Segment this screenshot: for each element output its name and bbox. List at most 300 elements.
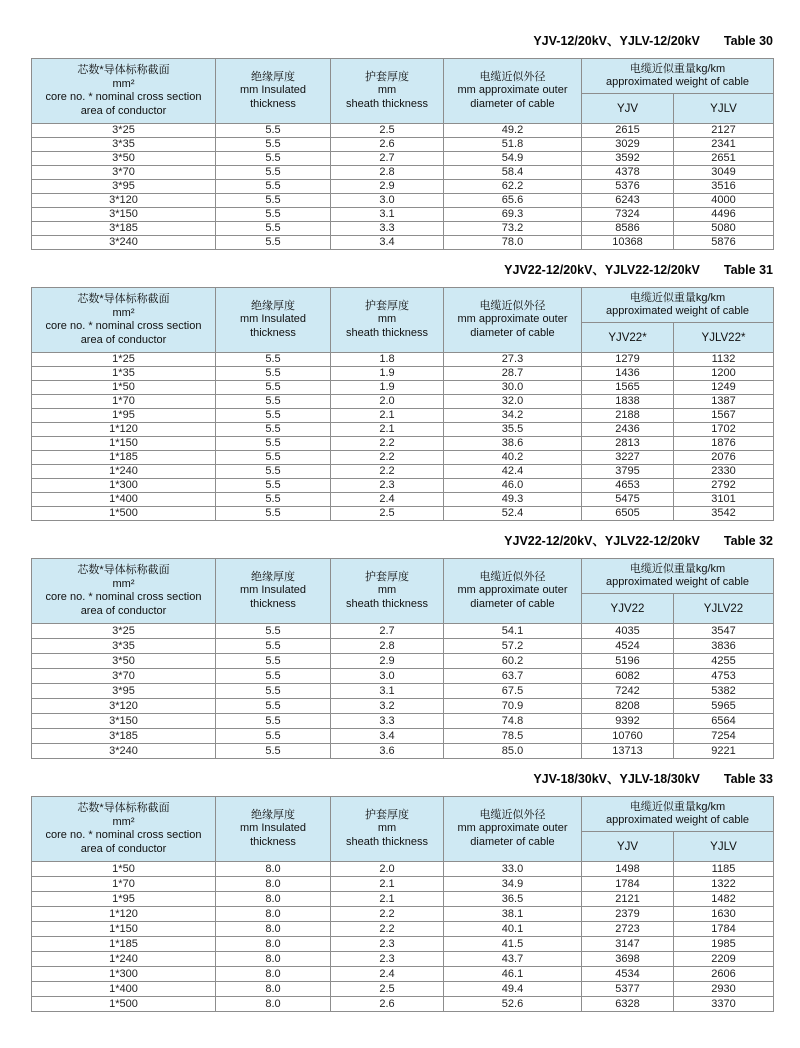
table-cell: 49.3 bbox=[444, 493, 582, 507]
table-cell: 1985 bbox=[674, 937, 774, 952]
table-cell: 1200 bbox=[674, 367, 774, 381]
cable-spec-table bbox=[31, 558, 774, 759]
table-cell: 2.5 bbox=[331, 507, 444, 521]
table-cell: 3542 bbox=[674, 507, 774, 521]
table-cell: 2.1 bbox=[331, 409, 444, 423]
table-row bbox=[32, 381, 774, 395]
table-cell: 2.9 bbox=[331, 180, 444, 194]
table-cell: 32.0 bbox=[444, 395, 582, 409]
table-cell: 6328 bbox=[582, 997, 674, 1012]
table-row bbox=[32, 684, 774, 699]
table-cell: 78.5 bbox=[444, 729, 582, 744]
table-cell: 3.2 bbox=[331, 699, 444, 714]
table-title bbox=[31, 772, 773, 786]
table-cell: 5376 bbox=[582, 180, 674, 194]
table-cell: 3*240 bbox=[32, 236, 216, 250]
table-cell: 49.4 bbox=[444, 982, 582, 997]
table-cell: 85.0 bbox=[444, 744, 582, 759]
table-cell: 8.0 bbox=[216, 997, 331, 1012]
table-cell: 5.5 bbox=[216, 714, 331, 729]
table-cell: 62.2 bbox=[444, 180, 582, 194]
table-row bbox=[32, 937, 774, 952]
table-cell: 1*500 bbox=[32, 507, 216, 521]
table-cell: 3370 bbox=[674, 997, 774, 1012]
table-cell: 3516 bbox=[674, 180, 774, 194]
table-cell: 5.5 bbox=[216, 395, 331, 409]
table-cell: 60.2 bbox=[444, 654, 582, 669]
table-cell: 2.9 bbox=[331, 654, 444, 669]
header-core-section: 芯数*导体标称截面 mm² core no. * nominal cross section area of conductor bbox=[32, 797, 216, 862]
table-cell: 2.3 bbox=[331, 952, 444, 967]
table-cell: 2.4 bbox=[331, 493, 444, 507]
table-title-number: Table 30 bbox=[723, 34, 773, 48]
header-insulation-thickness: 绝缘厚度 mm Insulated thickness bbox=[216, 559, 331, 624]
table-cell: 42.4 bbox=[444, 465, 582, 479]
table-cell: 2341 bbox=[674, 138, 774, 152]
table-section-32 bbox=[31, 534, 773, 759]
table-cell: 1132 bbox=[674, 353, 774, 367]
table-cell: 51.8 bbox=[444, 138, 582, 152]
header-core-section: 芯数*导体标称截面 mm² core no. * nominal cross section area of conductor bbox=[32, 59, 216, 124]
table-row bbox=[32, 395, 774, 409]
table-cell: 3*70 bbox=[32, 166, 216, 180]
table-row bbox=[32, 507, 774, 521]
header-sheath-thickness: 护套厚度 mm sheath thickness bbox=[331, 59, 444, 124]
table-cell: 5.5 bbox=[216, 744, 331, 759]
table-cell: 1*70 bbox=[32, 877, 216, 892]
table-cell: 46.0 bbox=[444, 479, 582, 493]
cable-spec-table bbox=[31, 287, 774, 521]
header-core-section: 芯数*导体标称截面 mm² core no. * nominal cross section area of conductor bbox=[32, 288, 216, 353]
table-cell: 2436 bbox=[582, 423, 674, 437]
table-row bbox=[32, 423, 774, 437]
table-cell: 5.5 bbox=[216, 367, 331, 381]
table-cell: 3.0 bbox=[331, 194, 444, 208]
table-cell: 13713 bbox=[582, 744, 674, 759]
table-cell: 1*185 bbox=[32, 937, 216, 952]
table-cell: 2188 bbox=[582, 409, 674, 423]
table-cell: 46.1 bbox=[444, 967, 582, 982]
table-cell: 8586 bbox=[582, 222, 674, 236]
table-cell: 65.6 bbox=[444, 194, 582, 208]
table-cell: 3592 bbox=[582, 152, 674, 166]
table-row bbox=[32, 907, 774, 922]
table-cell: 3101 bbox=[674, 493, 774, 507]
table-cell: 5.5 bbox=[216, 180, 331, 194]
table-cell: 1630 bbox=[674, 907, 774, 922]
table-cell: 6564 bbox=[674, 714, 774, 729]
table-cell: 2.1 bbox=[331, 892, 444, 907]
table-cell: 1185 bbox=[674, 862, 774, 877]
table-cell: 3*35 bbox=[32, 639, 216, 654]
table-row bbox=[32, 451, 774, 465]
header-outer-diameter: 电缆近似外径 mm approximate outer diameter of cable bbox=[444, 59, 582, 124]
table-cell: 2.3 bbox=[331, 479, 444, 493]
table-cell: 1*120 bbox=[32, 423, 216, 437]
table-cell: 10368 bbox=[582, 236, 674, 250]
table-row bbox=[32, 952, 774, 967]
table-cell: 2723 bbox=[582, 922, 674, 937]
table-cell: 2121 bbox=[582, 892, 674, 907]
cable-spec-table bbox=[31, 796, 774, 1012]
table-title-number: Table 31 bbox=[723, 263, 773, 277]
header-outer-diameter: 电缆近似外径 mm approximate outer diameter of cable bbox=[444, 559, 582, 624]
table-cell: 8.0 bbox=[216, 922, 331, 937]
table-cell: 9221 bbox=[674, 744, 774, 759]
table-cell: 2930 bbox=[674, 982, 774, 997]
table-cell: 2.2 bbox=[331, 907, 444, 922]
header-core-section: 芯数*导体标称截面 mm² core no. * nominal cross section area of conductor bbox=[32, 559, 216, 624]
table-cell: 2606 bbox=[674, 967, 774, 982]
table-cell: 3795 bbox=[582, 465, 674, 479]
header-weight-group: 电缆近似重量kg/km approximated weight of cable bbox=[582, 288, 774, 323]
table-cell: 2.2 bbox=[331, 922, 444, 937]
table-cell: 67.5 bbox=[444, 684, 582, 699]
table-cell: 9392 bbox=[582, 714, 674, 729]
table-title-number: Table 33 bbox=[723, 772, 773, 786]
table-cell: 36.5 bbox=[444, 892, 582, 907]
table-cell: 54.9 bbox=[444, 152, 582, 166]
table-cell: 3*150 bbox=[32, 714, 216, 729]
table-cell: 3.1 bbox=[331, 208, 444, 222]
table-cell: 40.1 bbox=[444, 922, 582, 937]
table-cell: 5.5 bbox=[216, 699, 331, 714]
table-cell: 1567 bbox=[674, 409, 774, 423]
table-cell: 1*95 bbox=[32, 409, 216, 423]
table-cell: 27.3 bbox=[444, 353, 582, 367]
table-cell: 5.5 bbox=[216, 669, 331, 684]
table-row bbox=[32, 353, 774, 367]
table-cell: 5.5 bbox=[216, 222, 331, 236]
table-cell: 52.4 bbox=[444, 507, 582, 521]
table-cell: 1*500 bbox=[32, 997, 216, 1012]
table-row bbox=[32, 862, 774, 877]
table-cell: 2127 bbox=[674, 124, 774, 138]
table-row bbox=[32, 967, 774, 982]
table-cell: 1*150 bbox=[32, 922, 216, 937]
table-cell: 3*50 bbox=[32, 152, 216, 166]
table-cell: 1*150 bbox=[32, 437, 216, 451]
table-cell: 2.7 bbox=[331, 624, 444, 639]
table-cell: 5.5 bbox=[216, 353, 331, 367]
table-row bbox=[32, 982, 774, 997]
table-body bbox=[32, 862, 774, 1012]
table-cell: 58.4 bbox=[444, 166, 582, 180]
table-cell: 5.5 bbox=[216, 124, 331, 138]
table-cell: 5.5 bbox=[216, 479, 331, 493]
table-cell: 2.2 bbox=[331, 465, 444, 479]
table-cell: 1*240 bbox=[32, 952, 216, 967]
table-cell: 2379 bbox=[582, 907, 674, 922]
table-cell: 49.2 bbox=[444, 124, 582, 138]
table-cell: 2.0 bbox=[331, 395, 444, 409]
table-body bbox=[32, 624, 774, 759]
table-cell: 33.0 bbox=[444, 862, 582, 877]
table-cell: 5377 bbox=[582, 982, 674, 997]
table-cell: 57.2 bbox=[444, 639, 582, 654]
table-cell: 5.5 bbox=[216, 437, 331, 451]
table-cell: 1249 bbox=[674, 381, 774, 395]
table-cell: 5.5 bbox=[216, 138, 331, 152]
table-cell: 4524 bbox=[582, 639, 674, 654]
table-cell: 1*70 bbox=[32, 395, 216, 409]
table-row bbox=[32, 236, 774, 250]
table-row bbox=[32, 194, 774, 208]
table-cell: 1*25 bbox=[32, 353, 216, 367]
table-cell: 8.0 bbox=[216, 862, 331, 877]
table-cell: 1436 bbox=[582, 367, 674, 381]
table-cell: 4035 bbox=[582, 624, 674, 639]
table-cell: 3147 bbox=[582, 937, 674, 952]
table-cell: 5.5 bbox=[216, 194, 331, 208]
table-cell: 1*185 bbox=[32, 451, 216, 465]
table-title bbox=[31, 34, 773, 48]
table-cell: 3.6 bbox=[331, 744, 444, 759]
table-cell: 5196 bbox=[582, 654, 674, 669]
table-cell: 1387 bbox=[674, 395, 774, 409]
table-row bbox=[32, 877, 774, 892]
table-cell: 5965 bbox=[674, 699, 774, 714]
table-cell: 2.5 bbox=[331, 982, 444, 997]
table-cell: 7242 bbox=[582, 684, 674, 699]
table-cell: 1.9 bbox=[331, 381, 444, 395]
table-cell: 5.5 bbox=[216, 208, 331, 222]
table-body bbox=[32, 124, 774, 250]
cable-spec-table bbox=[31, 58, 774, 250]
table-cell: 2792 bbox=[674, 479, 774, 493]
header-weight-col-b: YJLV22 bbox=[674, 594, 774, 624]
table-cell: 4000 bbox=[674, 194, 774, 208]
table-cell: 2615 bbox=[582, 124, 674, 138]
table-cell: 5.5 bbox=[216, 236, 331, 250]
table-cell: 34.9 bbox=[444, 877, 582, 892]
table-cell: 1*400 bbox=[32, 493, 216, 507]
table-cell: 2.6 bbox=[331, 997, 444, 1012]
table-cell: 2.7 bbox=[331, 152, 444, 166]
table-cell: 3*185 bbox=[32, 729, 216, 744]
table-cell: 5.5 bbox=[216, 624, 331, 639]
table-title-models: YJV22-12/20kV、YJLV22-12/20kV bbox=[504, 263, 700, 277]
table-row bbox=[32, 367, 774, 381]
table-cell: 2813 bbox=[582, 437, 674, 451]
header-insulation-thickness: 绝缘厚度 mm Insulated thickness bbox=[216, 59, 331, 124]
table-row bbox=[32, 152, 774, 166]
table-cell: 2.1 bbox=[331, 423, 444, 437]
table-cell: 3.4 bbox=[331, 729, 444, 744]
table-cell: 1.8 bbox=[331, 353, 444, 367]
table-row bbox=[32, 729, 774, 744]
table-cell: 40.2 bbox=[444, 451, 582, 465]
table-cell: 3836 bbox=[674, 639, 774, 654]
table-cell: 1*50 bbox=[32, 381, 216, 395]
table-cell: 2.8 bbox=[331, 166, 444, 180]
table-cell: 5475 bbox=[582, 493, 674, 507]
header-weight-col-a: YJV bbox=[582, 832, 674, 862]
table-cell: 3*95 bbox=[32, 684, 216, 699]
table-cell: 1498 bbox=[582, 862, 674, 877]
table-section-31 bbox=[31, 263, 773, 521]
table-cell: 5.5 bbox=[216, 654, 331, 669]
table-cell: 4255 bbox=[674, 654, 774, 669]
table-row bbox=[32, 997, 774, 1012]
table-cell: 5080 bbox=[674, 222, 774, 236]
table-cell: 3*35 bbox=[32, 138, 216, 152]
table-row bbox=[32, 166, 774, 180]
table-cell: 43.7 bbox=[444, 952, 582, 967]
table-cell: 3.3 bbox=[331, 714, 444, 729]
table-cell: 5.5 bbox=[216, 493, 331, 507]
table-cell: 1.9 bbox=[331, 367, 444, 381]
table-cell: 2.2 bbox=[331, 437, 444, 451]
table-cell: 3*120 bbox=[32, 699, 216, 714]
header-sheath-thickness: 护套厚度 mm sheath thickness bbox=[331, 559, 444, 624]
table-cell: 2209 bbox=[674, 952, 774, 967]
table-row bbox=[32, 922, 774, 937]
table-cell: 3049 bbox=[674, 166, 774, 180]
table-row bbox=[32, 654, 774, 669]
table-cell: 5.5 bbox=[216, 152, 331, 166]
table-cell: 8.0 bbox=[216, 967, 331, 982]
table-cell: 5.5 bbox=[216, 423, 331, 437]
header-weight-col-b: YJLV bbox=[674, 832, 774, 862]
header-insulation-thickness: 绝缘厚度 mm Insulated thickness bbox=[216, 288, 331, 353]
table-cell: 8.0 bbox=[216, 952, 331, 967]
table-cell: 2651 bbox=[674, 152, 774, 166]
table-cell: 3.4 bbox=[331, 236, 444, 250]
table-title-models: YJV-18/30kV、YJLV-18/30kV bbox=[533, 772, 700, 786]
table-row bbox=[32, 138, 774, 152]
table-cell: 4753 bbox=[674, 669, 774, 684]
table-row bbox=[32, 124, 774, 138]
header-weight-col-a: YJV bbox=[582, 94, 674, 124]
table-row bbox=[32, 892, 774, 907]
table-cell: 3*120 bbox=[32, 194, 216, 208]
table-row bbox=[32, 409, 774, 423]
table-cell: 3*95 bbox=[32, 180, 216, 194]
table-cell: 69.3 bbox=[444, 208, 582, 222]
table-title bbox=[31, 534, 773, 548]
table-section-33 bbox=[31, 772, 773, 1012]
table-section-30 bbox=[31, 34, 773, 250]
header-insulation-thickness: 绝缘厚度 mm Insulated thickness bbox=[216, 797, 331, 862]
table-cell: 3*25 bbox=[32, 124, 216, 138]
table-cell: 2.5 bbox=[331, 124, 444, 138]
table-cell: 70.9 bbox=[444, 699, 582, 714]
table-cell: 38.6 bbox=[444, 437, 582, 451]
table-cell: 78.0 bbox=[444, 236, 582, 250]
table-cell: 1838 bbox=[582, 395, 674, 409]
table-row bbox=[32, 744, 774, 759]
table-cell: 54.1 bbox=[444, 624, 582, 639]
header-outer-diameter: 电缆近似外径 mm approximate outer diameter of cable bbox=[444, 797, 582, 862]
table-cell: 1322 bbox=[674, 877, 774, 892]
table-cell: 3547 bbox=[674, 624, 774, 639]
table-cell: 8208 bbox=[582, 699, 674, 714]
table-cell: 5876 bbox=[674, 236, 774, 250]
table-cell: 1279 bbox=[582, 353, 674, 367]
table-cell: 5.5 bbox=[216, 639, 331, 654]
table-cell: 2.1 bbox=[331, 877, 444, 892]
table-cell: 10760 bbox=[582, 729, 674, 744]
table-cell: 52.6 bbox=[444, 997, 582, 1012]
table-cell: 5.5 bbox=[216, 729, 331, 744]
table-row bbox=[32, 208, 774, 222]
table-cell: 30.0 bbox=[444, 381, 582, 395]
table-cell: 5.5 bbox=[216, 684, 331, 699]
table-cell: 2076 bbox=[674, 451, 774, 465]
table-cell: 3*25 bbox=[32, 624, 216, 639]
table-cell: 1*95 bbox=[32, 892, 216, 907]
table-cell: 1784 bbox=[582, 877, 674, 892]
table-cell: 1482 bbox=[674, 892, 774, 907]
table-cell: 3.0 bbox=[331, 669, 444, 684]
table-cell: 41.5 bbox=[444, 937, 582, 952]
table-cell: 1876 bbox=[674, 437, 774, 451]
table-cell: 28.7 bbox=[444, 367, 582, 381]
table-cell: 2.2 bbox=[331, 451, 444, 465]
table-title-models: YJV22-12/20kV、YJLV22-12/20kV bbox=[504, 534, 700, 548]
table-cell: 2.0 bbox=[331, 862, 444, 877]
table-row bbox=[32, 699, 774, 714]
header-sheath-thickness: 护套厚度 mm sheath thickness bbox=[331, 797, 444, 862]
table-cell: 1*400 bbox=[32, 982, 216, 997]
table-cell: 2.3 bbox=[331, 937, 444, 952]
table-cell: 8.0 bbox=[216, 892, 331, 907]
table-row bbox=[32, 222, 774, 236]
header-weight-group: 电缆近似重量kg/km approximated weight of cable bbox=[582, 59, 774, 94]
table-row bbox=[32, 669, 774, 684]
table-cell: 6243 bbox=[582, 194, 674, 208]
table-row bbox=[32, 493, 774, 507]
table-cell: 1*300 bbox=[32, 967, 216, 982]
table-cell: 5.5 bbox=[216, 409, 331, 423]
table-cell: 3*70 bbox=[32, 669, 216, 684]
table-cell: 35.5 bbox=[444, 423, 582, 437]
table-cell: 8.0 bbox=[216, 982, 331, 997]
header-weight-col-b: YJLV bbox=[674, 94, 774, 124]
table-cell: 34.2 bbox=[444, 409, 582, 423]
table-cell: 3227 bbox=[582, 451, 674, 465]
table-cell: 73.2 bbox=[444, 222, 582, 236]
table-cell: 4534 bbox=[582, 967, 674, 982]
table-title-number: Table 32 bbox=[723, 534, 773, 548]
table-row bbox=[32, 437, 774, 451]
table-title-models: YJV-12/20kV、YJLV-12/20kV bbox=[533, 34, 700, 48]
header-weight-col-a: YJV22* bbox=[582, 323, 674, 353]
table-cell: 38.1 bbox=[444, 907, 582, 922]
table-cell: 1*300 bbox=[32, 479, 216, 493]
table-row bbox=[32, 714, 774, 729]
header-outer-diameter: 电缆近似外径 mm approximate outer diameter of cable bbox=[444, 288, 582, 353]
table-cell: 5.5 bbox=[216, 465, 331, 479]
table-cell: 5.5 bbox=[216, 381, 331, 395]
table-row bbox=[32, 479, 774, 493]
table-cell: 1565 bbox=[582, 381, 674, 395]
table-row bbox=[32, 639, 774, 654]
table-cell: 5.5 bbox=[216, 507, 331, 521]
table-cell: 2.8 bbox=[331, 639, 444, 654]
table-cell: 7324 bbox=[582, 208, 674, 222]
table-row bbox=[32, 465, 774, 479]
table-title bbox=[31, 263, 773, 277]
table-cell: 6505 bbox=[582, 507, 674, 521]
table-cell: 3*150 bbox=[32, 208, 216, 222]
table-cell: 8.0 bbox=[216, 907, 331, 922]
table-cell: 74.8 bbox=[444, 714, 582, 729]
table-cell: 5382 bbox=[674, 684, 774, 699]
table-cell: 2.4 bbox=[331, 967, 444, 982]
header-sheath-thickness: 护套厚度 mm sheath thickness bbox=[331, 288, 444, 353]
